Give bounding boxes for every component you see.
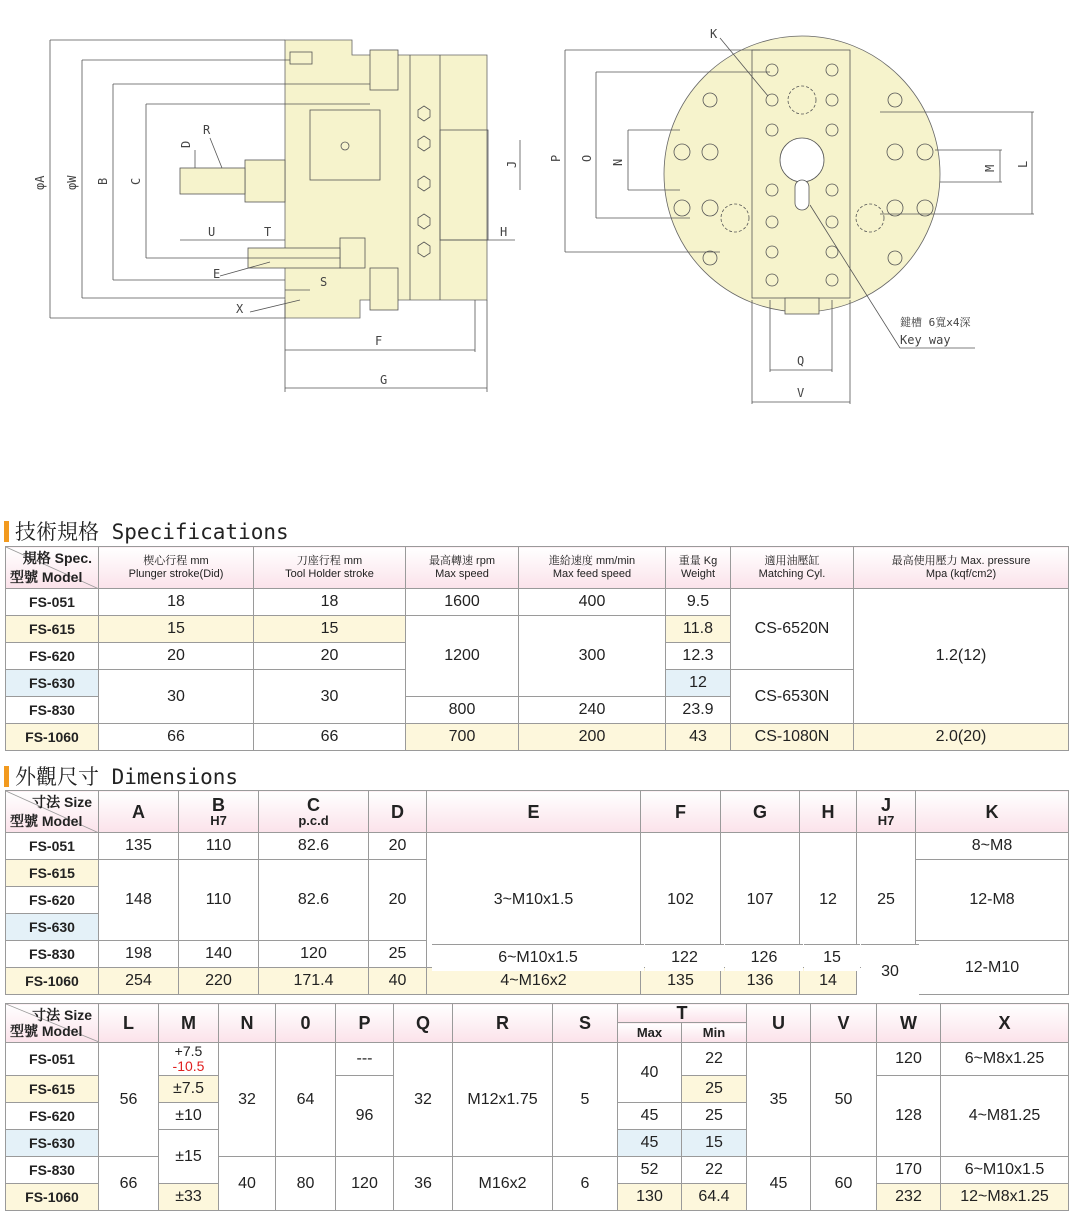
col-M: M [159,1004,219,1043]
table-cell: 25 [682,1076,747,1103]
label-phiA: φA [33,175,47,190]
table-cell: 232 [877,1184,941,1211]
label-G: G [380,373,388,387]
label-phiW: φW [65,175,79,190]
col-J: J H7 [857,791,916,833]
m-plus: +7.5 [174,1043,203,1059]
dim-corner-header: 寸法 Size 型號 Model [6,791,99,833]
col-P: P [336,1004,394,1043]
keyway-en: Key way [900,333,951,347]
table-cell: 32 [394,1043,453,1157]
col-holder-stroke: 刀座行程 mm Tool Holder stroke [254,547,406,589]
table-cell: 2.0(20) [854,724,1069,751]
table-cell: 20 [254,643,406,670]
table-cell: ±15 [159,1130,219,1184]
table-cell: 15 [254,616,406,643]
col-O: 0 [276,1004,336,1043]
col-H: H [800,791,857,833]
col-S: S [553,1004,618,1043]
label-F: F [375,334,383,348]
table-cell: 12 [666,670,731,697]
table-cell: ±33 [159,1184,219,1211]
label-R: R [203,123,211,137]
table-cell: 5 [553,1043,618,1157]
label-X: X [236,302,244,316]
model-cell: FS-1060 [6,724,99,751]
col-G: G [721,791,800,833]
table-cell: 14 [800,968,857,995]
table-cell: 8~M8 [916,833,1069,860]
table-cell: 18 [254,589,406,616]
col-C: C p.c.d [259,791,369,833]
table-cell: M12x1.75 [453,1043,553,1157]
label-J: J [505,160,519,168]
model-cell: FS-630 [6,1130,99,1157]
col-plunger-stroke: 楔心行程 mm Plunger stroke(Did) [99,547,254,589]
table-cell: 171.4 [259,968,369,995]
table-cell: 700 [406,724,519,751]
label-U: U [208,225,216,239]
table-cell: 6~M10x1.5 [941,1157,1069,1184]
table-cell: 52 [618,1157,682,1184]
dim-section-title: 外觀尺寸 Dimensions [4,763,238,789]
table-cell: ±10 [159,1103,219,1130]
h-row-fs830: 15 [804,944,860,971]
table-cell: 12-M8 [916,860,1069,941]
table-cell: 128 [877,1076,941,1157]
table-cell: 32 [219,1043,276,1157]
col-F: F [641,791,721,833]
table-cell: 120 [259,941,369,968]
table-cell: 60 [811,1157,877,1211]
title-bar [4,766,9,787]
table-cell: 22 [682,1157,747,1184]
model-cell: FS-615 [6,1076,99,1103]
technical-drawing [0,0,1075,420]
col-max-speed: 最高轉速 rpm Max speed [406,547,519,589]
table-cell: 120 [877,1043,941,1076]
table-cell: 23.9 [666,697,731,724]
table-cell: 30 [99,670,254,724]
table-cell: 148 [99,860,179,941]
table-cell: 40 [219,1157,276,1211]
table-cell: 82.6 [259,833,369,860]
table-cell: 4~M81.25 [941,1076,1069,1157]
table-cell: 45 [618,1103,682,1130]
table-cell: 6~M8x1.25 [941,1043,1069,1076]
model-cell: FS-1060 [6,968,99,995]
col-B: B H7 [179,791,259,833]
col-Q: Q [394,1004,453,1043]
table-cell: 40 [618,1043,682,1103]
model-cell: FS-830 [6,1157,99,1184]
col-T-min: Min [682,1023,747,1043]
table-cell: 200 [519,724,666,751]
label-Q: Q [797,354,805,368]
table-cell: 4~M16x2 [427,968,641,995]
model-cell: FS-620 [6,1103,99,1130]
dim-table-2 [5,1003,1069,1211]
table-cell: 50 [811,1043,877,1157]
col-E: E [427,791,641,833]
table-cell: 64.4 [682,1184,747,1211]
col-D: D [369,791,427,833]
table-cell: 18 [99,589,254,616]
table-cell: 136 [721,968,800,995]
table-cell: 35 [747,1043,811,1157]
table-cell: 25 [682,1103,747,1130]
table-cell: 12-M10 [916,941,1069,995]
table-cell: 140 [179,941,259,968]
table-cell: 12~M8x1.25 [941,1184,1069,1211]
col-K: K [916,791,1069,833]
keyway-note: 鍵槽 6寬x4深 [900,316,971,329]
model-cell: FS-830 [6,941,99,968]
table-cell: 198 [99,941,179,968]
col-feed-speed: 進給速度 mm/min Max feed speed [519,547,666,589]
table-cell: 80 [276,1157,336,1211]
model-cell: FS-615 [6,860,99,887]
col-N: N [219,1004,276,1043]
table-cell: 15 [99,616,254,643]
table-cell: 66 [254,724,406,751]
table-cell: 22 [682,1043,747,1076]
table-cell: CS-6530N [731,670,854,724]
model-cell: FS-620 [6,643,99,670]
table-cell: 25 [369,941,427,968]
label-C: C [129,177,143,185]
label-D: D [179,140,193,148]
table-cell: 400 [519,589,666,616]
col-T: T [618,1004,747,1023]
table-cell: 20 [369,833,427,860]
table-cell: 20 [99,643,254,670]
col-matching-cyl: 適用油壓缸 Matching Cyl. [731,547,854,589]
col-X: X [941,1004,1069,1043]
col-W: W [877,1004,941,1043]
dim2-corner-header: 寸法 Size 型號 Model [6,1004,99,1043]
table-cell: CS-1080N [731,724,854,751]
e-row-fs830: 6~M10x1.5 [432,944,644,971]
table-cell: 56 [99,1043,159,1157]
col-T-max: Max [618,1023,682,1043]
table-cell: --- [336,1043,394,1076]
table-cell: 1600 [406,589,519,616]
table-cell: 102 [641,833,721,968]
label-V: V [797,386,805,400]
label-B: B [96,177,110,185]
spec-section-title: 技術規格 Specifications [4,518,289,544]
table-cell: 1.2(12) [854,589,1069,724]
col-V: V [811,1004,877,1043]
col-max-pressure: 最高使用壓力 Max. pressure Mpa (kqf/cm2) [854,547,1069,589]
table-cell: 43 [666,724,731,751]
g-row-fs830: 126 [725,944,803,971]
col-R: R [453,1004,553,1043]
table-cell: 36 [394,1157,453,1211]
col-A: A [99,791,179,833]
table-cell: M16x2 [453,1157,553,1211]
model-cell: FS-051 [6,589,99,616]
table-cell: 254 [99,968,179,995]
table-cell: 170 [877,1157,941,1184]
table-cell: 9.5 [666,589,731,616]
table-cell: CS-6520N [731,589,854,670]
model-cell: FS-630 [6,914,99,941]
model-cell: FS-830 [6,697,99,724]
table-cell: 11.8 [666,616,731,643]
table-cell: 96 [336,1076,394,1157]
table-cell: 66 [99,724,254,751]
m-minus: -10.5 [172,1058,205,1074]
table-cell: 107 [721,833,800,968]
label-N: N [611,158,625,166]
table-cell: 30 [254,670,406,724]
table-cell: 130 [618,1184,682,1211]
table-cell: 6 [553,1157,618,1211]
table-cell: 20 [369,860,427,941]
table-cell: 220 [179,968,259,995]
label-E: E [213,267,221,281]
table-cell: 40 [369,968,427,995]
table-cell: 12.3 [666,643,731,670]
label-H: H [500,225,508,239]
label-O: O [580,154,594,162]
table-cell: 110 [179,833,259,860]
table-cell: 3~M10x1.5 [427,833,641,968]
model-cell: FS-1060 [6,1184,99,1211]
table-cell: 45 [747,1157,811,1211]
table-cell: 45 [618,1130,682,1157]
table-cell: 110 [179,860,259,941]
table-cell: 240 [519,697,666,724]
table-cell: 135 [641,968,721,995]
label-P: P [549,154,563,162]
j-row-fs830: 30 [861,944,919,998]
table-cell: 135 [99,833,179,860]
model-cell: FS-615 [6,616,99,643]
spec-corner-header: 規格 Spec. 型號 Model [6,547,99,589]
model-cell: FS-051 [6,1043,99,1076]
table-cell: 800 [406,697,519,724]
col-L: L [99,1004,159,1043]
table-cell: 15 [682,1130,747,1157]
table-cell: 64 [276,1043,336,1157]
table-cell: 25 [857,833,916,968]
model-cell: FS-630 [6,670,99,697]
label-M: M [983,164,997,172]
model-cell: FS-620 [6,887,99,914]
table-cell: 300 [519,616,666,697]
label-K: K [710,27,718,41]
col-U: U [747,1004,811,1043]
table-cell: ±7.5 [159,1076,219,1103]
table-cell: 1200 [406,616,519,697]
spec-table [5,546,1069,751]
table-cell: 66 [99,1157,159,1211]
table-cell-m-split [159,1043,219,1076]
table-cell: 120 [336,1157,394,1211]
label-S: S [320,275,328,289]
f-row-fs830: 122 [645,944,724,971]
label-L: L [1016,160,1030,168]
table-cell: 82.6 [259,860,369,941]
model-cell: FS-051 [6,833,99,860]
label-T: T [264,225,272,239]
title-bar [4,521,9,542]
col-weight: 重量 Kg Weight [666,547,731,589]
table-cell: 12 [800,833,857,968]
